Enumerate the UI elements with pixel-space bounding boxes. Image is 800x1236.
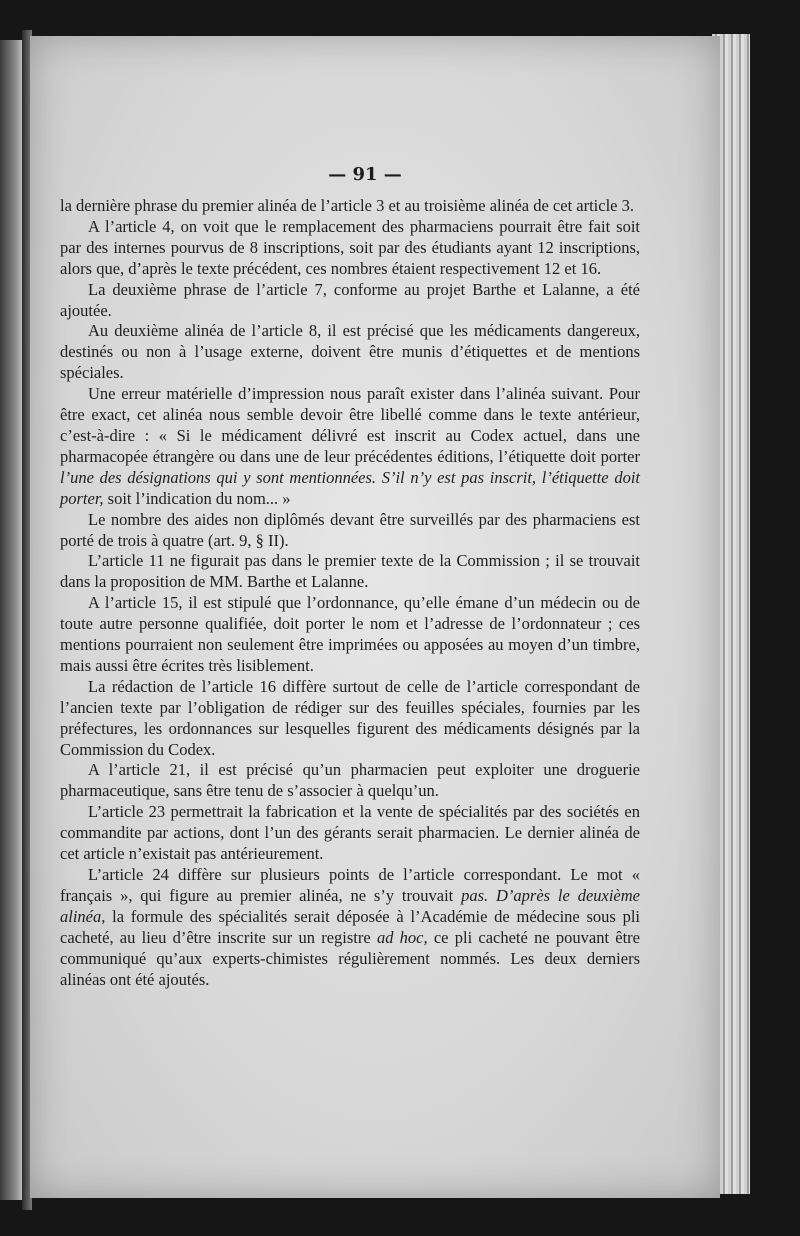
paragraph-12-part-a: L’article 24 diffère sur plusieurs points de l’article correspondant. Le mot « français », qui figure au premier alinéa, ne s’y trouvait bbox=[60, 865, 640, 905]
paragraph-8: A l’article 15, il est stipulé que l’ordonnance, qu’elle émane d’un médecin ou de toute autre personne qualifiée, doit porter le nom et l’adresse de l’ordonnateur ; ces mentions pourraient non seulement être imprimées ou apposées au moyen d’un timbre, mais aussi être écrites très lisiblement. bbox=[60, 593, 640, 675]
paragraph-6: Le nombre des aides non diplômés devant être surveillés par des pharmaciens est porté de trois à quatre (art. 9, § II). bbox=[60, 509, 640, 550]
paragraph-12-italic-2: ad hoc, bbox=[376, 927, 428, 947]
paragraph-5-italic: l’une des désignations qui y sont mentionnées. S’il n’y est pas inscrit, l’étiquette doit porter, bbox=[60, 467, 640, 508]
paragraph-3: La deuxième phrase de l’article 7, conforme au projet Barthe et Lalanne, a été ajoutée. bbox=[60, 279, 640, 320]
paragraph-7: L’article 11 ne figurait pas dans le premier texte de la Commission ; il se trouvait dans la proposition de MM. Barthe et Lalanne. bbox=[60, 551, 640, 592]
paragraph-12-italic: pas. D’après le deuxième alinéa, bbox=[60, 885, 640, 926]
paragraph-2: A l’article 4, on voit que le remplacement des pharmaciens pourrait être fait soit par des internes pourvus de 8 inscriptions, soit par des étudiants ayant 12 inscriptions, alors que, d’après le texte précédent, ces nombres étaient respectivement 12 et 16. bbox=[60, 216, 640, 278]
paragraph-12-part-c: ce pli cacheté ne pouvant être communiqué qu’aux experts-chimistes régulièrement nommés. Les deux derniers alinéas ont été ajoutés. bbox=[60, 927, 640, 989]
page-number: — 91 — bbox=[328, 164, 402, 185]
paragraph-5-part-a: Une erreur matérielle d’impression nous paraît exister dans l’alinéa suivant. Pour être exact, cet alinéa nous semble devoir être libellé comme dans le texte antérieur, c’est-à-dire : « Si le médicament délivré est inscrit au Codex actuel, dans une pharmacopée étrangère ou dans une de leur précédentes éditions, l’étiquette doit porter bbox=[60, 384, 640, 466]
left-page-edge bbox=[0, 40, 22, 1200]
paragraph-12-part-b: la formule des spécialités serait déposée à l’Académie de médecine sous pli cacheté, au lieu d’être inscrite sur un registre bbox=[60, 906, 640, 947]
body-text bbox=[60, 196, 640, 990]
paragraph-10: A l’article 21, il est précisé qu’un pharmacien peut exploiter une droguerie pharmaceutique, sans être tenu de s’associer à quelqu’un. bbox=[60, 760, 640, 801]
book-page bbox=[30, 36, 720, 1198]
paragraph-12 bbox=[60, 865, 640, 990]
paragraph-5 bbox=[60, 384, 640, 509]
paragraph-1: la dernière phrase du premier alinéa de l’article 3 et au troisième alinéa de cet article 3. bbox=[60, 196, 634, 215]
paragraph-5-part-b: soit l’indication du nom... » bbox=[103, 488, 291, 508]
paragraph-11: L’article 23 permettrait la fabrication et la vente de spécialités par des sociétés en commandite par actions, dont l’un des gérants serait pharmacien. Le dernier alinéa de cet article n’existait pas antérieurement. bbox=[60, 802, 640, 864]
paragraph-9: La rédaction de l’article 16 diffère surtout de celle de l’article correspondant de l’ancien texte par l’obligation de rédiger sur des feuilles spéciales, fournies par les préfectures, les ordonnances sur lesquelles figurent des médicaments désignés par la Commission du Codex. bbox=[60, 676, 640, 759]
paragraph-4: Au deuxième alinéa de l’article 8, il est précisé que les médicaments dangereux, destinés ou non à l’usage externe, doivent être munis d’étiquettes et de mentions spéciales. bbox=[60, 321, 640, 383]
